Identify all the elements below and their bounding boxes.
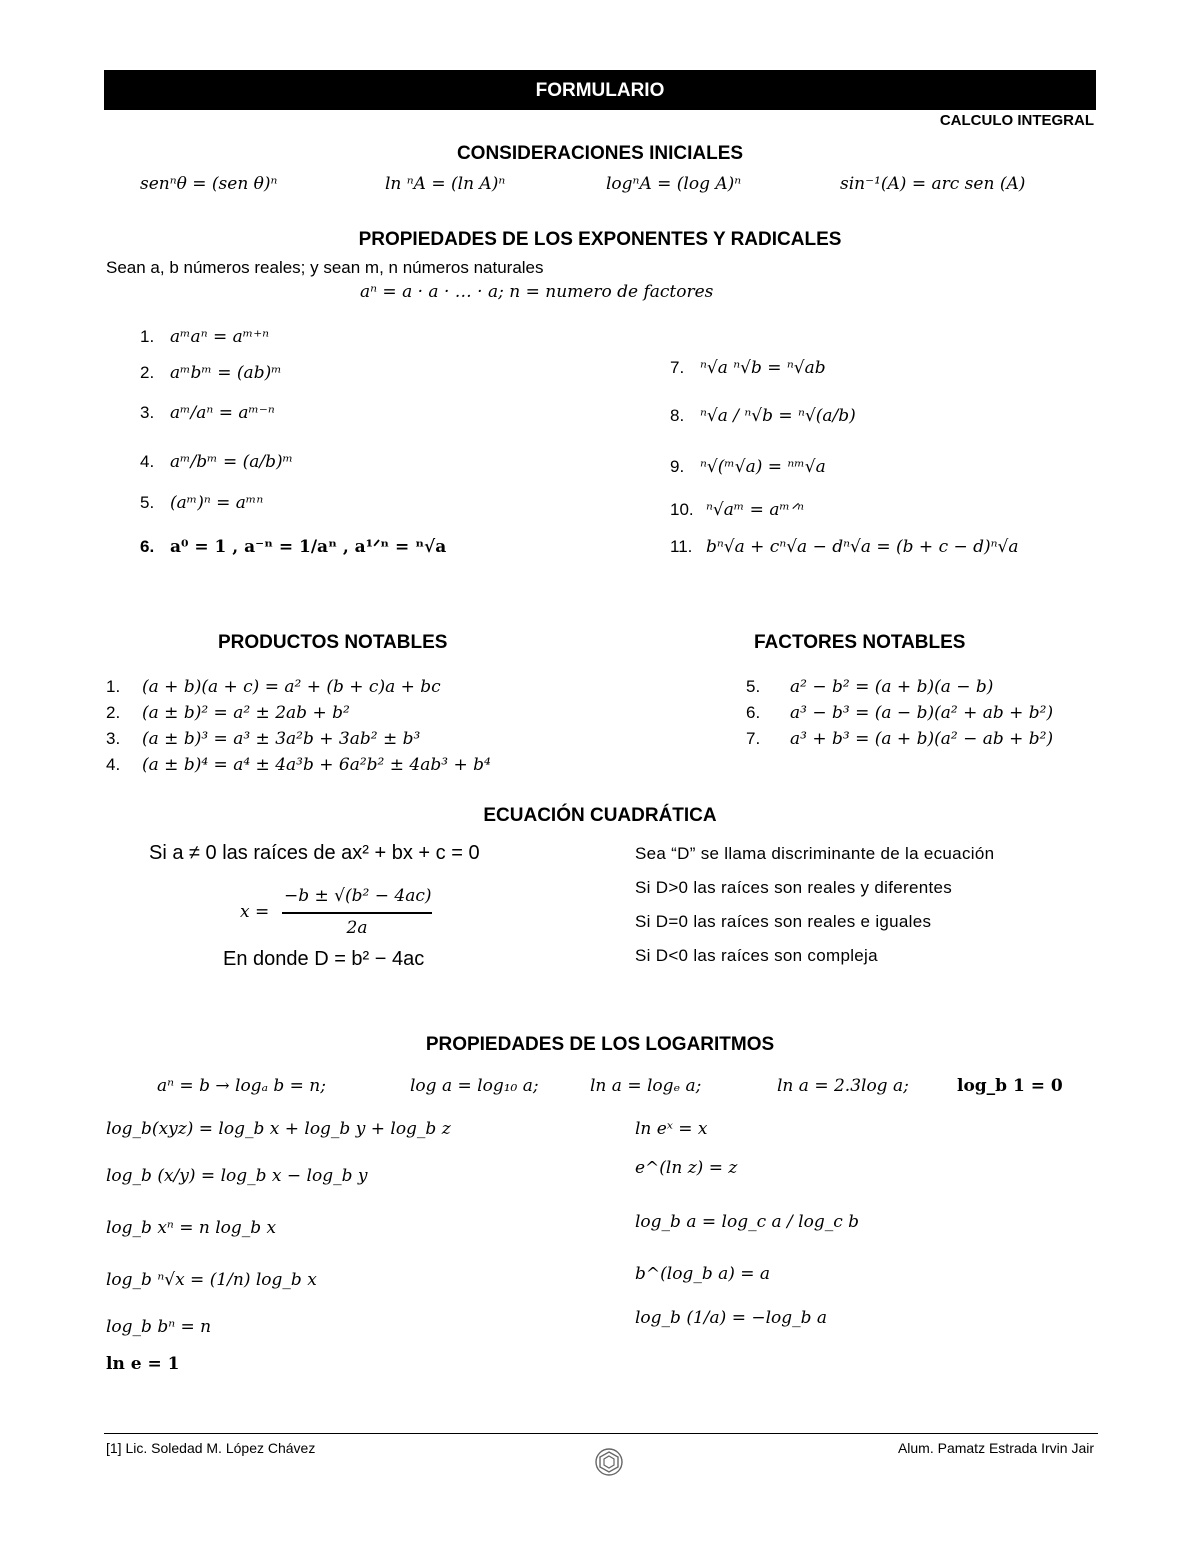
- exponent-rule-4: 4. aᵐ/bᵐ = (a/b)ᵐ: [140, 452, 294, 472]
- radical-rule-7: 7. ⁿ√a ⁿ√b = ⁿ√ab: [670, 358, 826, 378]
- formula-sen-power: senⁿθ = (sen θ)ⁿ: [140, 174, 278, 194]
- footer-author: [1] Lic. Soledad M. López Chávez: [106, 1440, 316, 1456]
- radical-rule-11: 11. bⁿ√a + cⁿ√a − dⁿ√a = (b + c − d)ⁿ√a: [670, 537, 1019, 557]
- exponent-rule-1: 1. aᵐaⁿ = aᵐ⁺ⁿ: [140, 327, 270, 347]
- discriminante-negative: Si D<0 las raíces son compleja: [635, 946, 878, 965]
- discriminante-zero: Si D=0 las raíces son reales e iguales: [635, 912, 932, 931]
- factor-5: 5. a² − b² = (a + b)(a − b): [746, 677, 994, 697]
- base-log-identity: b^(log_b a) = a: [635, 1264, 771, 1284]
- radical-rule-9: 9. ⁿ√(ᵐ√a) = ⁿᵐ√a: [670, 457, 826, 477]
- footer-divider: [104, 1433, 1098, 1434]
- radical-rule-10: 10. ⁿ√aᵐ = aᵐᐟⁿ: [670, 500, 804, 520]
- log-definition: aⁿ = b → logₐ b = n;: [157, 1076, 326, 1096]
- exp-ln: e^(ln z) = z: [635, 1158, 738, 1178]
- formula-ln-power: ln ⁿA = (ln A)ⁿ: [385, 174, 506, 194]
- producto-3: 3. (a ± b)³ = a³ ± 3a²b + 3ab² ± b³: [106, 729, 421, 749]
- log-common: log a = log₁₀ a;: [410, 1076, 539, 1096]
- section-title-cuadratica: ECUACIÓN CUADRÁTICA: [483, 805, 717, 826]
- exponent-rule-6: 6. a⁰ = 1 , a⁻ⁿ = 1/aⁿ , a¹ᐟⁿ = ⁿ√a: [140, 537, 447, 557]
- cuadratica-x-equals: x =: [240, 902, 270, 922]
- section-title-productos: PRODUCTOS NOTABLES: [218, 632, 448, 653]
- formula-arcsen: sin⁻¹(A) = arc sen (A): [840, 174, 1026, 194]
- section-title-factores: FACTORES NOTABLES: [754, 632, 966, 653]
- log-quotient-rule: log_b (x/y) = log_b x − log_b y: [106, 1166, 368, 1186]
- log-of-one: log_b 1 = 0: [957, 1076, 1063, 1096]
- document-subtitle: CALCULO INTEGRAL: [939, 112, 1094, 129]
- log-natural: ln a = logₑ a;: [590, 1076, 702, 1096]
- producto-2: 2. (a ± b)² = a² ± 2ab + b²: [106, 703, 350, 723]
- cuadratica-discriminante: En donde D = b² − 4ac: [223, 948, 425, 970]
- log-conversion: ln a = 2.3log a;: [777, 1076, 909, 1096]
- log-product-rule: log_b(xyz) = log_b x + log_b y + log_b z: [106, 1119, 451, 1139]
- discriminante-positive: Si D>0 las raíces son reales y diferentes: [635, 878, 953, 897]
- log-change-of-base: log_b a = log_c a / log_c b: [635, 1212, 860, 1232]
- exponent-rule-5: 5. (aᵐ)ⁿ = aᵐⁿ: [140, 493, 264, 513]
- cuadratica-numerator: −b ± √(b² − 4ac): [284, 886, 432, 906]
- exponentes-intro: Sean a, b números reales; y sean m, n números naturales: [106, 258, 544, 277]
- exponent-rule-2: 2. aᵐbᵐ = (ab)ᵐ: [140, 363, 282, 383]
- factor-6: 6. a³ − b³ = (a − b)(a² + ab + b²): [746, 703, 1054, 723]
- fraction-bar: [282, 912, 432, 914]
- radical-rule-8: 8. ⁿ√a / ⁿ√b = ⁿ√(a/b): [670, 406, 856, 426]
- producto-4: 4. (a ± b)⁴ = a⁴ ± 4a³b + 6a²b² ± 4ab³ + b⁴: [106, 755, 491, 775]
- section-title-exponentes: PROPIEDADES DE LOS EXPONENTES Y RADICALES: [358, 229, 842, 250]
- log-power-rule: log_b xⁿ = n log_b x: [106, 1218, 277, 1238]
- footer-student: Alum. Pamatz Estrada Irvin Jair: [897, 1440, 1094, 1456]
- ln-exp: ln eˣ = x: [635, 1119, 708, 1139]
- log-base-power: log_b bⁿ = n: [106, 1317, 212, 1337]
- formula-log-power: logⁿA = (log A)ⁿ: [606, 174, 742, 194]
- document-title-banner: FORMULARIO: [104, 70, 1096, 110]
- producto-1: 1. (a + b)(a + c) = a² + (b + c)a + bc: [106, 677, 441, 697]
- cuadratica-denominator: 2a: [346, 918, 368, 938]
- cuadratica-intro: Si a ≠ 0 las raíces de ax² + bx + c = 0: [149, 842, 480, 864]
- logo-icon: [594, 1447, 624, 1477]
- section-title-consideraciones: CONSIDERACIONES INICIALES: [456, 143, 744, 164]
- ln-e: ln e = 1: [106, 1354, 180, 1374]
- exponent-rule-3: 3. aᵐ/aⁿ = aᵐ⁻ⁿ: [140, 403, 275, 423]
- exponentes-definition: aⁿ = a · a · … · a; n = numero de factores: [360, 282, 714, 302]
- factor-7: 7. a³ + b³ = (a + b)(a² − ab + b²): [746, 729, 1054, 749]
- discriminante-definition: Sea “D” se llama discriminante de la ecuación: [635, 844, 995, 863]
- log-reciprocal: log_b (1/a) = −log_b a: [635, 1308, 828, 1328]
- section-title-logaritmos: PROPIEDADES DE LOS LOGARITMOS: [425, 1034, 775, 1055]
- log-root-rule: log_b ⁿ√x = (1/n) log_b x: [106, 1270, 317, 1290]
